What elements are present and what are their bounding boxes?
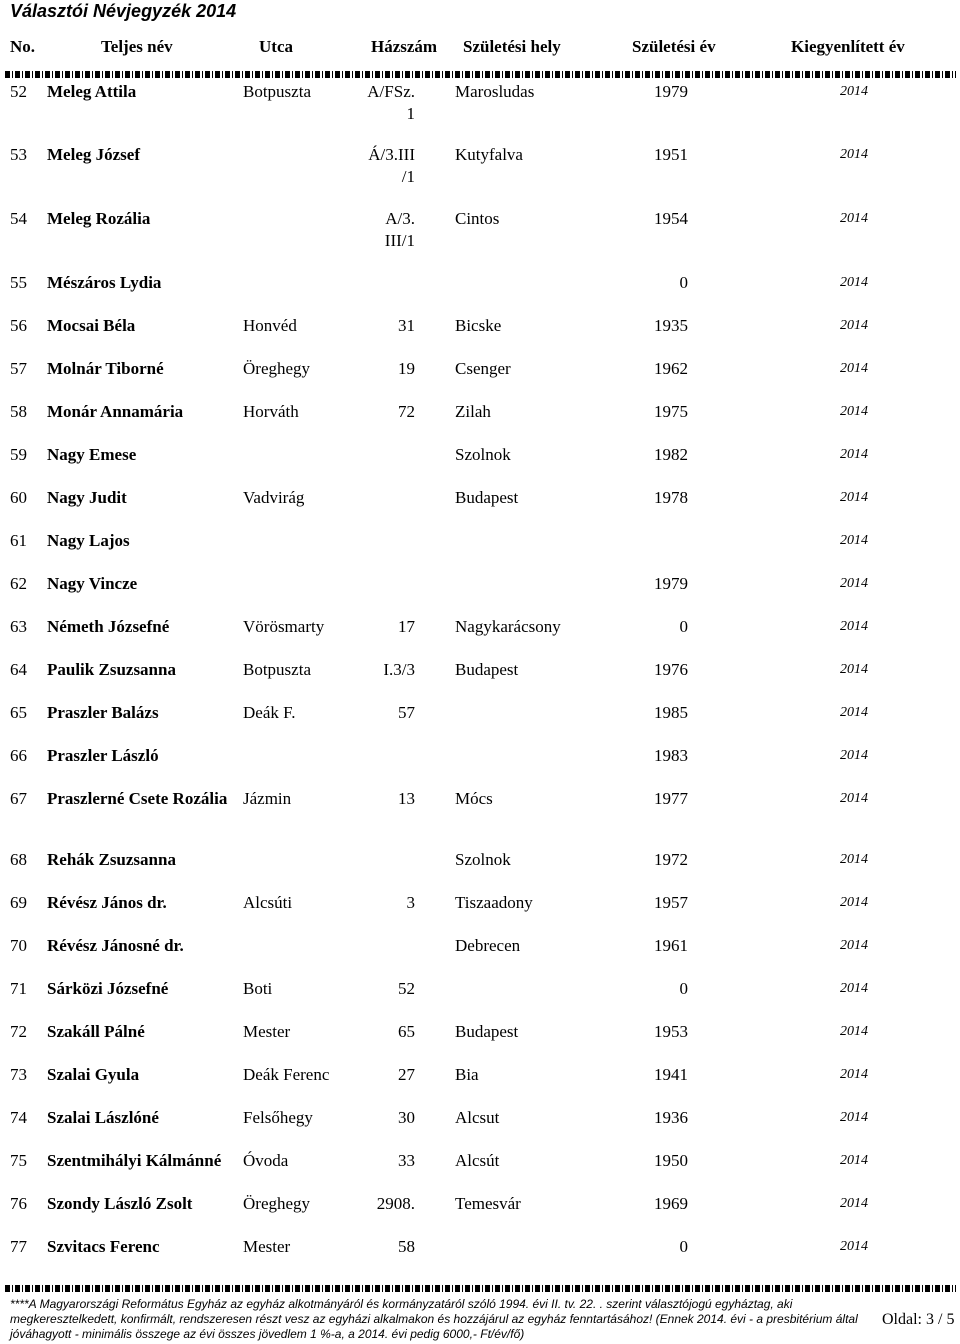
cell-no: 66 (10, 746, 27, 765)
cell-name: Meleg József (47, 145, 140, 164)
cell-validated: 2014 (840, 1153, 868, 1168)
cell-validated: 2014 (840, 662, 868, 677)
column-header-house: Házszám (371, 37, 438, 56)
cell-birthyear: 1978 (654, 488, 688, 507)
cell-no: 77 (10, 1237, 27, 1256)
cell-street: Vörösmarty (243, 617, 325, 636)
cell-birthplace: Zilah (455, 402, 491, 421)
page-number: Oldal: 3 / 5 (882, 1311, 955, 1328)
cell-no: 69 (10, 893, 27, 912)
cell-street: Felsőhegy (243, 1108, 313, 1127)
cell-name: Révész Jánosné dr. (47, 936, 184, 955)
cell-birthplace: Alcsút (455, 1151, 500, 1170)
cell-name: Sárközi Józsefné (47, 979, 169, 998)
cell-name: Paulik Zsuzsanna (47, 660, 176, 679)
cell-name: Szakáll Pálné (47, 1022, 145, 1041)
cell-birthplace: Budapest (455, 488, 519, 507)
cell-name: Nagy Vincze (47, 574, 138, 593)
cell-birthyear: 1977 (654, 789, 688, 808)
cell-validated: 2014 (840, 852, 868, 867)
cell-house: A/3. III/1 (384, 209, 415, 250)
column-header-validated: Kiegyenlített év (791, 37, 905, 56)
cell-validated: 2014 (840, 576, 868, 591)
cell-validated: 2014 (840, 404, 868, 419)
cell-no: 58 (10, 402, 27, 421)
cell-no: 75 (10, 1151, 27, 1170)
cell-no: 62 (10, 574, 27, 593)
column-header-birthplace: Születési hely (463, 37, 561, 56)
cell-street: Boti (243, 979, 273, 998)
cell-name: Praszler Balázs (47, 703, 159, 722)
cell-house: 72 (398, 402, 415, 421)
cell-validated: 2014 (840, 791, 868, 806)
cell-house: 33 (398, 1151, 415, 1170)
cell-validated: 2014 (840, 748, 868, 763)
cell-name: Szalai Lászlóné (47, 1108, 159, 1127)
cell-validated: 2014 (840, 447, 868, 462)
cell-no: 56 (10, 316, 27, 335)
footer-note: ****A Magyarországi Református Egyház az egyház alkotmányáról és kormányzatáról szóló 1994. évi II. tv. 22. . szerint választójogú egyháztag, aki megkeresztelkedett, konfirmált, rendszeresen részt vesz az egyházi alkalmakon és hozzájárul az egyház fenntartásához! (Ennek 2014. évi - a presbitérium által jóváhagyott - minimális összege az évi összes jövedlem 1 %-a, a 2014. évi pedig 6000,- Ft/év/fő) (10, 1297, 858, 1341)
cell-no: 68 (10, 850, 27, 869)
cell-birthplace: Kutyfalva (455, 145, 523, 164)
cell-birthyear: 1976 (654, 660, 688, 679)
cell-name: Szentmihályi Kálmánné (47, 1151, 222, 1170)
cell-validated: 2014 (840, 1067, 868, 1082)
cell-name: Nagy Judit (47, 488, 127, 507)
cell-birthplace: Cintos (455, 209, 500, 228)
cell-no: 72 (10, 1022, 27, 1041)
cell-birthplace: Csenger (455, 359, 511, 378)
cell-validated: 2014 (840, 1024, 868, 1039)
cell-street: Mester (243, 1237, 291, 1256)
cell-no: 65 (10, 703, 27, 722)
cell-no: 74 (10, 1108, 27, 1127)
cell-no: 59 (10, 445, 27, 464)
cell-birthplace: Marosludas (455, 82, 535, 101)
cell-no: 54 (10, 209, 27, 228)
cell-street: Öreghegy (243, 1194, 311, 1213)
column-header-street: Utca (259, 37, 293, 56)
cell-house: 3 (406, 893, 415, 912)
cell-house: A/FSz. 1 (367, 82, 415, 123)
cell-validated: 2014 (840, 1239, 868, 1254)
cell-birthplace: Budapest (455, 1022, 519, 1041)
cell-validated: 2014 (840, 895, 868, 910)
footer-separator (5, 1285, 956, 1292)
cell-name: Molnár Tiborné (47, 359, 164, 378)
cell-validated: 2014 (840, 147, 868, 162)
cell-house: 27 (398, 1065, 415, 1084)
cell-no: 52 (10, 82, 27, 101)
cell-street: Botpuszta (243, 660, 311, 679)
cell-validated: 2014 (840, 619, 868, 634)
cell-house: 2908. (376, 1194, 415, 1213)
cell-name: Mészáros Lydia (47, 273, 162, 292)
cell-no: 61 (10, 531, 27, 550)
cell-birthplace: Bia (455, 1065, 479, 1084)
cell-name: Nagy Emese (47, 445, 137, 464)
cell-birthyear: 1941 (654, 1065, 688, 1084)
cell-street: Horváth (243, 402, 299, 421)
cell-birthyear: 0 (679, 617, 688, 636)
cell-birthplace: Budapest (455, 660, 519, 679)
cell-validated: 2014 (840, 84, 868, 99)
cell-birthyear: 1961 (654, 936, 688, 955)
cell-street: Mester (243, 1022, 291, 1041)
cell-birthplace: Szolnok (455, 445, 511, 464)
cell-birthyear: 1982 (654, 445, 688, 464)
cell-birthyear: 1969 (654, 1194, 688, 1213)
cell-name: Révész János dr. (47, 893, 167, 912)
cell-house: 13 (398, 789, 415, 808)
cell-street: Deák Ferenc (243, 1065, 330, 1084)
cell-birthyear: 1979 (654, 82, 688, 101)
cell-birthyear: 1972 (654, 850, 688, 869)
cell-house: 31 (398, 316, 415, 335)
cell-house: 58 (398, 1237, 415, 1256)
cell-birthplace: Temesvár (455, 1194, 521, 1213)
cell-no: 73 (10, 1065, 27, 1084)
cell-birthyear: 1962 (654, 359, 688, 378)
cell-house: 19 (398, 359, 415, 378)
cell-name: Szondy László Zsolt (47, 1194, 193, 1213)
cell-name: Mocsai Béla (47, 316, 136, 335)
document-title: Választói Névjegyzék 2014 (10, 1, 237, 21)
cell-birthyear: 1951 (654, 145, 688, 164)
cell-house: 57 (398, 703, 415, 722)
cell-street: Alcsúti (243, 893, 293, 912)
cell-street: Vadvirág (243, 488, 305, 507)
cell-street: Öreghegy (243, 359, 311, 378)
cell-house: Á/3.III /1 (368, 145, 415, 186)
cell-validated: 2014 (840, 275, 868, 290)
cell-birthyear: 1983 (654, 746, 688, 765)
cell-birthyear: 0 (679, 273, 688, 292)
cell-validated: 2014 (840, 938, 868, 953)
cell-no: 67 (10, 789, 27, 808)
cell-birthyear: 1979 (654, 574, 688, 593)
cell-no: 57 (10, 359, 27, 378)
cell-street: Jázmin (243, 789, 292, 808)
cell-birthyear: 1953 (654, 1022, 688, 1041)
cell-name: Meleg Attila (47, 82, 137, 101)
cell-no: 53 (10, 145, 27, 164)
cell-validated: 2014 (840, 1110, 868, 1125)
cell-birthplace: Tiszaadony (455, 893, 533, 912)
cell-no: 60 (10, 488, 27, 507)
cell-birthyear: 0 (679, 1237, 688, 1256)
cell-name: Rehák Zsuzsanna (47, 850, 176, 869)
cell-birthyear: 1957 (654, 893, 688, 912)
cell-house: 52 (398, 979, 415, 998)
cell-street: Óvoda (243, 1151, 289, 1170)
cell-birthplace: Nagykarácsony (455, 617, 561, 636)
cell-name: Németh Józsefné (47, 617, 170, 636)
cell-birthyear: 1985 (654, 703, 688, 722)
cell-no: 76 (10, 1194, 27, 1213)
cell-validated: 2014 (840, 490, 868, 505)
cell-house: 30 (398, 1108, 415, 1127)
cell-birthplace: Bicske (455, 316, 502, 335)
cell-no: 70 (10, 936, 27, 955)
cell-no: 63 (10, 617, 27, 636)
cell-birthplace: Debrecen (455, 936, 521, 955)
cell-birthyear: 0 (679, 979, 688, 998)
cell-validated: 2014 (840, 211, 868, 226)
cell-birthplace: Szolnok (455, 850, 511, 869)
cell-birthyear: 1950 (654, 1151, 688, 1170)
cell-no: 64 (10, 660, 27, 679)
cell-no: 55 (10, 273, 27, 292)
column-header-birthyear: Születési év (632, 37, 716, 56)
cell-validated: 2014 (840, 361, 868, 376)
cell-name: Monár Annamária (47, 402, 184, 421)
cell-no: 71 (10, 979, 27, 998)
cell-name: Praszler László (47, 746, 159, 765)
cell-validated: 2014 (840, 705, 868, 720)
cell-birthyear: 1936 (654, 1108, 688, 1127)
cell-house: 17 (398, 617, 415, 636)
cell-house: 65 (398, 1022, 415, 1041)
cell-name: Szvitacs Ferenc (47, 1237, 160, 1256)
cell-name: Praszlerné Csete Rozália (47, 789, 228, 808)
cell-birthyear: 1954 (654, 209, 688, 228)
cell-birthplace: Alcsut (455, 1108, 500, 1127)
cell-validated: 2014 (840, 981, 868, 996)
header-separator (5, 71, 956, 78)
cell-birthplace: Mócs (455, 789, 493, 808)
cell-name: Szalai Gyula (47, 1065, 140, 1084)
cell-validated: 2014 (840, 533, 868, 548)
column-header-no: No. (10, 37, 36, 56)
cell-validated: 2014 (840, 318, 868, 333)
cell-validated: 2014 (840, 1196, 868, 1211)
cell-birthyear: 1975 (654, 402, 688, 421)
cell-street: Deák F. (243, 703, 296, 722)
cell-name: Nagy Lajos (47, 531, 130, 550)
cell-street: Botpuszta (243, 82, 311, 101)
column-header-name: Teljes név (101, 37, 173, 56)
cell-house: I.3/3 (383, 660, 415, 679)
cell-birthyear: 1935 (654, 316, 688, 335)
cell-name: Meleg Rozália (47, 209, 151, 228)
cell-street: Honvéd (243, 316, 297, 335)
